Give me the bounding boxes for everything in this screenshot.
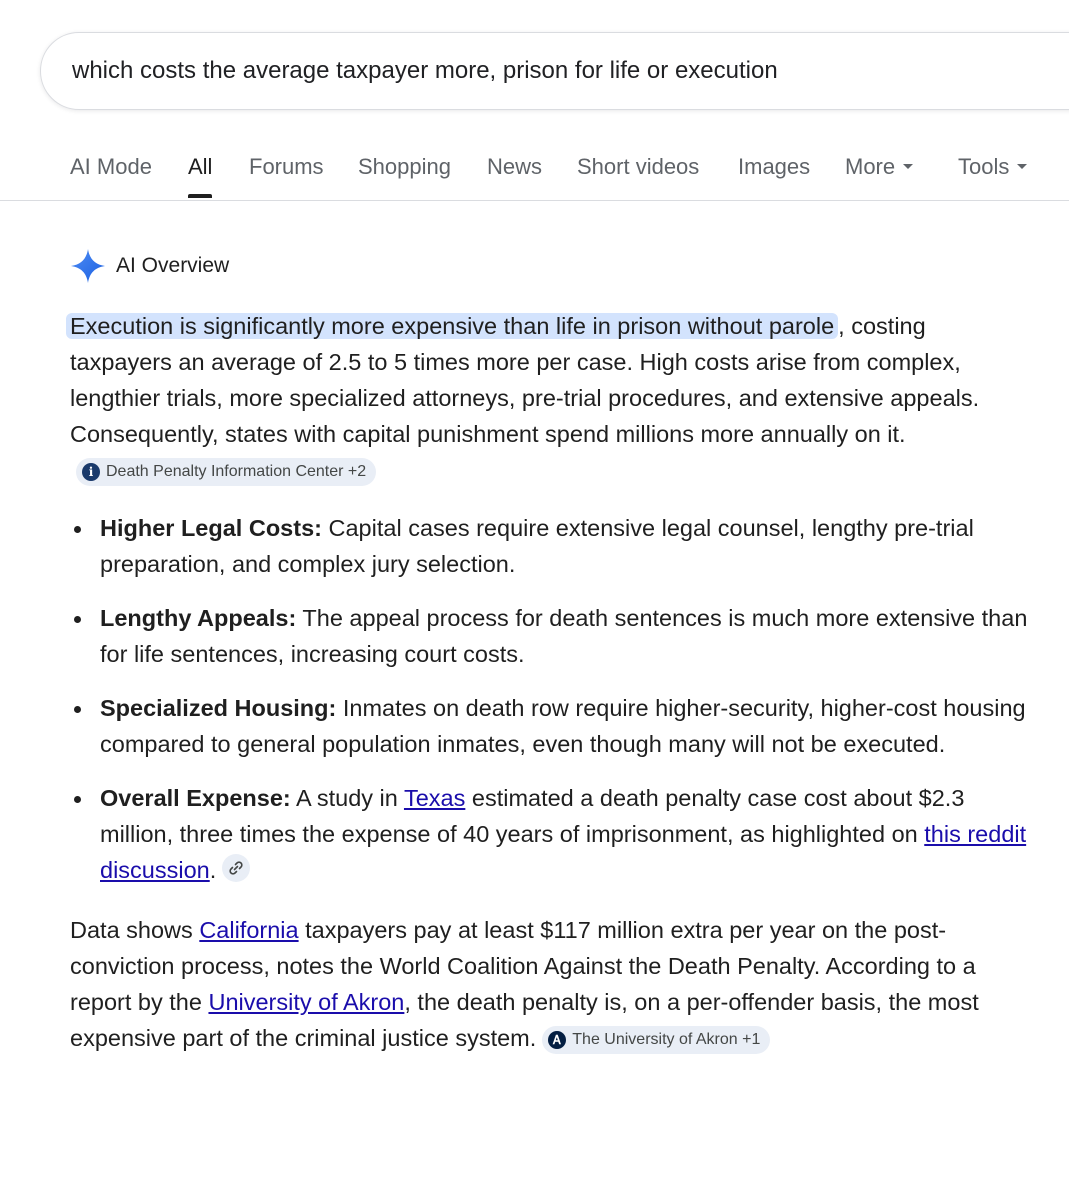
bullet-title: Higher Legal Costs: xyxy=(100,515,322,541)
texas-link[interactable]: Texas xyxy=(403,785,466,811)
para-text: Data shows xyxy=(70,917,200,943)
bullet-text: estimated a death penalty case cost about $2.3 million, three times the expense of 40 years of imprisonment, as highlighted on xyxy=(100,785,965,847)
bullet-text: . xyxy=(209,857,217,883)
tab-tools-label: Tools xyxy=(958,154,1010,179)
list-item xyxy=(70,690,1030,762)
link-icon xyxy=(228,860,244,876)
intro-paragraph xyxy=(70,308,1030,488)
university-of-akron-link[interactable]: University of Akron xyxy=(208,989,405,1015)
tab-more-label: More xyxy=(845,154,896,179)
ai-overview-header xyxy=(70,248,229,284)
tab-shopping[interactable]: Shopping xyxy=(358,154,451,179)
tab-ai-mode[interactable]: AI Mode xyxy=(70,154,152,179)
tab-more[interactable] xyxy=(845,154,913,180)
ai-overview-body xyxy=(70,308,1030,1056)
para-text: , the death penalty is, on a per-offender basis, the most expensive part of the criminal justice system. xyxy=(70,989,979,1051)
reddit-discussion-link[interactable]: this reddit discussion xyxy=(100,821,1027,883)
california-link[interactable]: California xyxy=(199,917,299,943)
bullet-text: The appeal process for death sentences is much more extensive than for life sentences, increasing court costs. xyxy=(100,605,1028,667)
list-item xyxy=(70,780,1030,888)
tab-news[interactable]: News xyxy=(487,154,543,179)
source-chip-akron[interactable] xyxy=(542,1026,770,1054)
list-item xyxy=(70,600,1030,672)
search-box[interactable] xyxy=(40,32,1069,110)
bullet-title: Specialized Housing: xyxy=(100,695,337,721)
second-paragraph xyxy=(70,912,1030,1056)
info-icon: i xyxy=(82,463,100,481)
highlighted-answer: Execution is significantly more expensive than life in prison without parole xyxy=(66,313,838,339)
link-chip[interactable] xyxy=(222,854,250,882)
tab-all[interactable]: All xyxy=(188,154,213,179)
source-chip-label: The University of Akron +1 xyxy=(572,1031,761,1048)
para-text: taxpayers pay at least $117 million extra per year on the post-conviction process, notes the World Coalition Against the Death Penalty. According to a report by the xyxy=(70,917,976,1015)
bullet-title: Lengthy Appeals: xyxy=(100,605,297,631)
bullet-text: Capital cases require extensive legal counsel, lengthy pre-trial preparation, and complex jury selection. xyxy=(100,515,974,577)
bullet-text: A study in xyxy=(290,785,404,811)
caret-down-icon xyxy=(1017,164,1027,169)
gemini-sparkle-icon xyxy=(70,248,106,284)
tab-tools[interactable] xyxy=(958,154,1027,180)
ai-overview-title: AI Overview xyxy=(116,254,230,277)
list-item xyxy=(70,510,1030,582)
intro-text: , costing taxpayers an average of 2.5 to 5 times more per case. High costs arise from complex, lengthier trials, more specialized attorneys, pre-trial procedures, and extensive appeals. Consequently, states with capital punishment spend millions more annually on it. xyxy=(70,313,980,447)
bullet-text: Inmates on death row require higher-security, higher-cost housing compared to general population inmates, even though many will not be executed. xyxy=(100,695,1026,757)
tab-forums[interactable]: Forums xyxy=(249,154,324,179)
akron-logo-icon: Ꭺ xyxy=(548,1031,566,1049)
tab-images[interactable]: Images xyxy=(738,154,811,179)
bullet-title: Overall Expense: xyxy=(100,785,291,811)
source-chip-label: Death Penalty Information Center +2 xyxy=(106,463,367,480)
search-tabs xyxy=(0,130,1069,201)
bullet-list xyxy=(70,510,1030,888)
tab-short-videos[interactable]: Short videos xyxy=(577,154,700,179)
search-input[interactable]: which costs the average taxpayer more, prison for life or execution xyxy=(72,57,778,84)
caret-down-icon xyxy=(903,164,913,169)
source-chip-dpic[interactable] xyxy=(76,458,376,486)
